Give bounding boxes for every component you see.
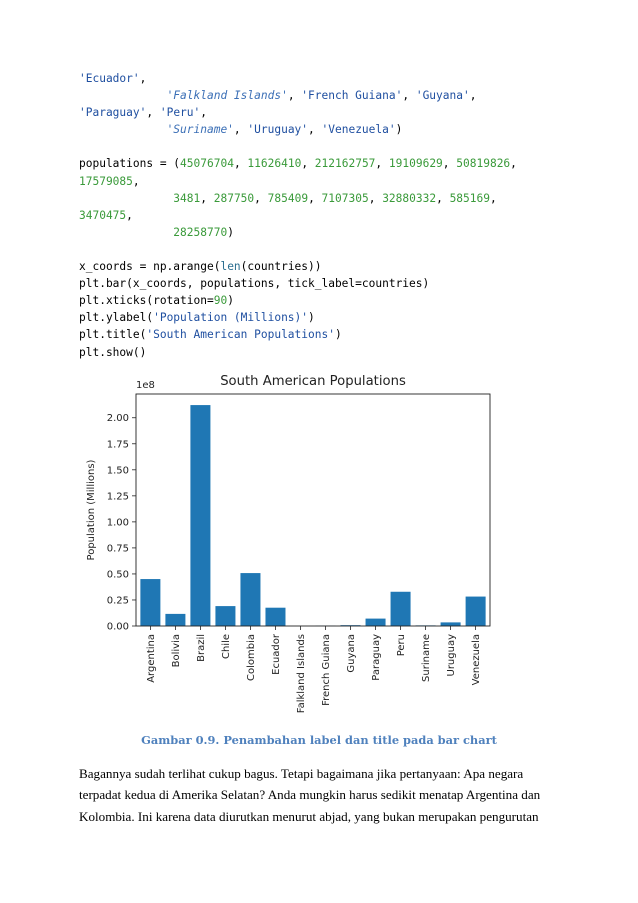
y-tick-label: 0.50 <box>106 569 129 581</box>
code-token: 785409 <box>267 191 309 205</box>
bar <box>265 608 285 626</box>
x-tick-label: Uruguay <box>446 634 458 677</box>
code-line <box>79 155 559 172</box>
code-line <box>79 190 559 207</box>
code-token: 'South American Populations' <box>146 328 335 342</box>
code-token: 287750 <box>213 191 255 205</box>
code-token: , <box>469 89 477 103</box>
y-tick-label: 1.25 <box>106 491 129 503</box>
x-tick-label: Falkland Islands <box>295 634 307 714</box>
code-token: 50819826 <box>456 157 511 171</box>
code-token: ) <box>334 328 342 342</box>
x-tick-label: Colombia <box>245 634 257 681</box>
code-token: , <box>436 191 450 205</box>
y-tick-label: 1.75 <box>106 439 129 451</box>
plot-frame <box>136 394 490 626</box>
code-token: plt.ylabel( <box>79 311 154 325</box>
code-token: plt.bar(x_coords, populations, tick_label=countries) <box>79 277 430 291</box>
x-tick-label: Bolivia <box>170 634 182 668</box>
code-token: , <box>308 123 322 137</box>
paragraph-line: Kolombia. Ini karena data diurutkan menurut abjad, yang bukan merupakan pengurutan <box>79 808 539 824</box>
code-token: 45076704 <box>180 157 234 171</box>
code-token: , <box>442 157 457 171</box>
code-token: plt.show() <box>79 345 147 359</box>
x-tick-label: Brazil <box>195 634 207 662</box>
x-tick-label: Peru <box>396 634 408 657</box>
code-token <box>79 123 167 136</box>
code-token: , <box>233 157 248 171</box>
code-token: , <box>132 174 140 188</box>
code-line <box>79 121 559 138</box>
y-tick-label: 2.00 <box>106 413 129 425</box>
bar <box>466 597 486 626</box>
code-token: , <box>301 157 315 171</box>
y-tick-label: 1.50 <box>106 465 129 477</box>
bar <box>190 405 210 626</box>
bar <box>441 622 461 626</box>
code-token: , <box>200 106 208 120</box>
x-tick-label: Suriname <box>421 634 433 682</box>
code-token: 11626410 <box>247 157 302 171</box>
code-line <box>79 258 559 275</box>
y-tick-label: 0.25 <box>106 595 129 607</box>
y-tick-label: 1.00 <box>106 517 129 529</box>
x-tick-label: Guyana <box>346 634 358 673</box>
code-line <box>79 241 559 258</box>
code-token: , <box>510 157 517 171</box>
code-token: 17579085 <box>79 174 133 188</box>
x-tick-label: Ecuador <box>270 634 282 675</box>
code-line <box>79 138 559 155</box>
code-token: plt.xticks(rotation= <box>79 294 214 308</box>
code-line <box>79 224 559 241</box>
code-token: 7107305 <box>321 191 369 205</box>
bar <box>391 592 411 626</box>
code-line <box>79 70 559 87</box>
code-token: , <box>402 89 416 103</box>
code-token: , <box>126 208 133 222</box>
bar <box>140 579 160 626</box>
code-token: 'Suriname' <box>166 123 234 137</box>
code-token: ) <box>227 294 234 308</box>
code-token: 'Guyana' <box>415 89 470 103</box>
code-token: , <box>146 106 160 120</box>
code-token: 'Falkland Islands' <box>166 89 288 103</box>
code-token: 585169 <box>449 191 490 205</box>
x-tick-label: Paraguay <box>371 634 383 681</box>
code-token: ) <box>395 123 403 137</box>
code-token: , <box>200 191 214 205</box>
x-tick-label: French Guiana <box>321 634 333 706</box>
code-line <box>79 344 559 361</box>
code-line <box>79 275 559 292</box>
code-token: len <box>220 260 241 274</box>
bar-chart <box>70 368 500 724</box>
body-paragraph <box>79 763 559 827</box>
code-token: 'Peru' <box>159 106 201 120</box>
code-token: plt.title( <box>79 328 147 342</box>
code-token: , <box>489 191 497 205</box>
code-token: ) <box>308 311 315 325</box>
bar <box>165 614 185 626</box>
code-token: 90 <box>213 294 228 308</box>
code-token: (countries)) <box>240 260 322 274</box>
code-line <box>79 104 559 121</box>
code-token: 'Venezuela' <box>321 123 396 137</box>
code-token: 'Uruguay' <box>247 123 309 137</box>
code-token: 'French Guiana' <box>301 89 403 103</box>
code-block <box>79 70 559 361</box>
code-line <box>79 207 559 224</box>
paragraph-line: Bagannya sudah terlihat cukup bagus. Tetapi bagaimana jika pertanyaan: Apa negara <box>79 766 524 781</box>
chart-title: South American Populations <box>220 374 406 389</box>
x-tick-label: Chile <box>220 634 232 660</box>
bar <box>240 573 260 626</box>
code-line <box>79 173 559 190</box>
code-token: , <box>233 123 248 137</box>
code-token: 28258770 <box>173 225 228 239</box>
code-token: populations = ( <box>79 157 181 171</box>
code-line <box>79 87 559 104</box>
code-token: 19109629 <box>388 157 443 171</box>
bar <box>215 606 235 626</box>
figure-caption: Gambar 0.9. Penambahan label dan title pada bar chart <box>141 733 497 747</box>
y-axis-label: Population (Millions) <box>86 459 97 561</box>
code-token: 'Paraguay' <box>79 106 147 120</box>
code-token: 32880332 <box>382 191 437 205</box>
code-token: , <box>308 191 322 205</box>
code-token: ) <box>227 225 234 239</box>
code-token: 3470475 <box>79 208 127 222</box>
code-token: , <box>375 157 389 171</box>
code-token: 3481 <box>173 191 201 205</box>
code-token: 212162757 <box>314 157 376 171</box>
code-token: , <box>287 89 302 103</box>
code-token <box>79 226 173 239</box>
y-tick-label: 0.75 <box>106 543 129 555</box>
bar <box>366 619 386 626</box>
code-token: 'Population (Millions)' <box>153 311 309 325</box>
code-token: x_coords = np.arange( <box>79 260 221 274</box>
code-line <box>79 326 559 343</box>
y-tick-label: 0.00 <box>106 621 129 633</box>
code-token: , <box>254 191 268 205</box>
paragraph-line: terpadat kedua di Amerika Selatan? Anda mungkin harus sedikit menatap Argentina dan <box>79 787 541 803</box>
code-line <box>79 309 559 326</box>
code-token <box>79 192 173 205</box>
axis-offset-label: 1e8 <box>136 380 155 391</box>
code-line <box>79 292 559 309</box>
x-tick-label: Argentina <box>145 634 157 683</box>
code-token: , <box>368 191 383 205</box>
code-token <box>79 89 167 102</box>
x-tick-label: Venezuela <box>471 634 483 686</box>
code-token: , <box>139 72 147 85</box>
code-token: 'Ecuador' <box>79 72 140 85</box>
